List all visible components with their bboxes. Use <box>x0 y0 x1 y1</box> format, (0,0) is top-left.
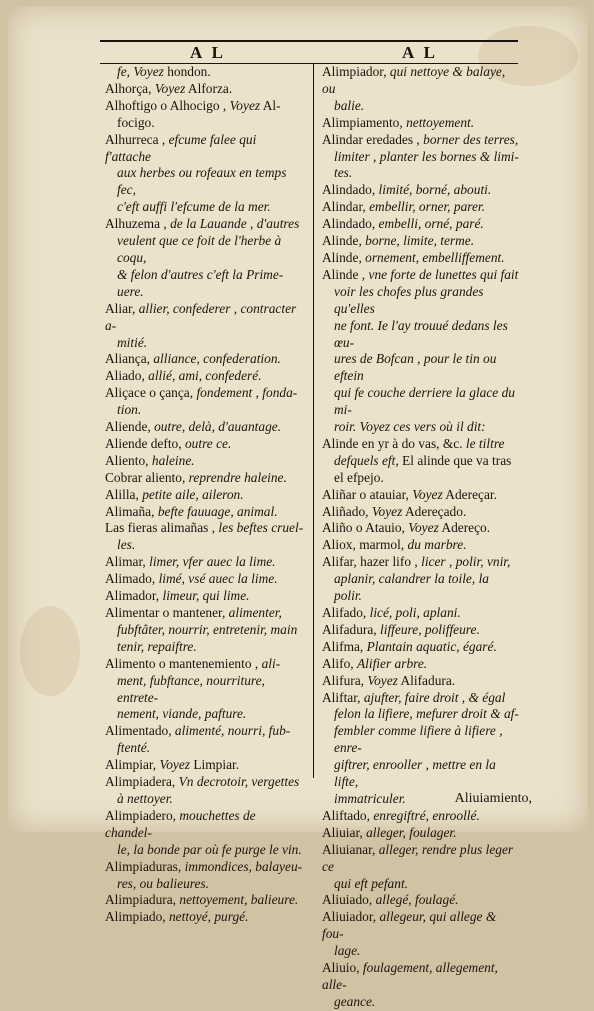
headword: Aliox, marmol, <box>322 537 408 553</box>
entry-line <box>105 81 305 98</box>
headword: Aliuianar, <box>322 841 379 857</box>
entry-line <box>322 98 520 115</box>
headword: Alifo, <box>322 655 357 671</box>
column-divider <box>313 63 314 778</box>
entry-line <box>322 690 520 707</box>
translation: les. <box>117 537 136 553</box>
translation: ftenté. <box>117 740 151 756</box>
headword: Alimpiadero, <box>105 807 180 823</box>
translation: Vn decrotoir, vergettes <box>178 774 300 790</box>
entry-line <box>105 605 305 622</box>
entry-line <box>105 115 305 132</box>
translation: allier, confederer , contracter a- <box>105 300 297 333</box>
entry-line <box>105 859 305 876</box>
headword: Alhuzema , <box>105 216 171 232</box>
headword: Alindado, <box>322 182 379 198</box>
translation: Voyez <box>408 520 439 536</box>
translation: nettoyement. <box>406 114 475 130</box>
headword: Alimado, <box>105 571 159 587</box>
entry-line <box>322 504 520 521</box>
translation: le, la bonde par où fe purge le vin. <box>117 841 302 857</box>
entry-line <box>322 909 520 943</box>
entry-line <box>105 808 305 842</box>
entry-line <box>322 520 520 537</box>
headword: Aliende, <box>105 419 155 435</box>
translation: fubftâter, nourrir, entretenir, main <box>117 621 298 637</box>
entry-line <box>322 723 520 757</box>
headword: Alimpiado, <box>105 909 169 925</box>
translation: mitié. <box>117 334 148 350</box>
translation: efcume falee qui f'attache <box>105 131 257 164</box>
headword: el efpejo. <box>334 469 384 485</box>
translation: embellir, orner, parer. <box>369 199 486 215</box>
headword: Alhoftigo o Alhocigo , <box>105 97 230 113</box>
translation: defquels eft, <box>334 452 399 468</box>
entry-line <box>105 842 305 859</box>
cross-reference: El alinde que va tras <box>398 452 512 468</box>
headword: Las fieras alimañas , <box>105 520 219 536</box>
headword: Alimentado, <box>105 723 175 739</box>
headword: focigo. <box>117 114 155 130</box>
entry-line <box>105 639 305 656</box>
translation: ures de Bofcan , pour le tin ou eftein <box>334 351 497 384</box>
translation: tion. <box>117 402 142 418</box>
translation: tenir, repaiftre. <box>117 638 197 654</box>
entry-line <box>322 842 520 876</box>
entry-line <box>105 588 305 605</box>
translation: res, ou balieures. <box>117 875 209 891</box>
translation: embelli, orné, paré. <box>378 216 484 232</box>
translation: petite aile, aileron. <box>142 486 244 502</box>
translation: limiter , planter les bornes & limi- <box>334 148 519 164</box>
headword: Aliar, <box>105 300 139 316</box>
translation: licé, poli, aplani. <box>369 605 461 620</box>
headword: Aliñar o atauiar, <box>322 486 413 502</box>
translation: allié, ami, confederé. <box>148 368 262 384</box>
entry-line <box>105 656 305 673</box>
headword: Aliuiado, <box>322 892 376 908</box>
entry-line <box>105 64 305 81</box>
translation: alleger, foulager. <box>366 824 457 840</box>
translation: mouchettes de chandel- <box>105 807 256 840</box>
translation: nettoyement, balieure. <box>179 892 299 908</box>
entry-line <box>322 892 520 909</box>
translation: alimenter, <box>228 605 282 620</box>
cross-reference: Al- <box>260 97 281 113</box>
translation: foulagement, allegement, alle- <box>322 960 498 992</box>
headword: Alimaña, <box>105 503 158 519</box>
entry-line <box>105 487 305 504</box>
headword: Alindar, <box>322 199 370 215</box>
headword: Aliftado, <box>322 807 374 823</box>
entry-line <box>322 132 520 149</box>
entry-line <box>322 943 520 960</box>
headword: Aliuio, <box>322 960 363 976</box>
entry-line <box>105 419 305 436</box>
translation: ment, fubftance, nourriture, entrete- <box>117 672 265 705</box>
entry-line <box>322 115 520 132</box>
entry-line <box>105 791 305 808</box>
translation: tes. <box>334 165 353 181</box>
headword: Alimpiamento, <box>322 114 407 130</box>
translation: ne font. Ie l'ay trouué dedans les œu- <box>334 317 508 350</box>
entry-line <box>105 216 305 233</box>
translation: qui eft pefant. <box>334 875 409 891</box>
translation: enregiftré, enroollé. <box>373 807 480 823</box>
entry-line <box>322 453 520 470</box>
headword: Alimpiar, <box>105 757 160 773</box>
translation: limité, borné, abouti. <box>378 182 492 198</box>
right-column <box>322 64 520 1011</box>
entry-line <box>105 537 305 554</box>
entry-line <box>105 199 305 216</box>
headword: Alimpiaduras, <box>105 858 185 874</box>
translation: giftrer, enrooller , mettre en la lifte, <box>334 757 496 790</box>
entry-line <box>322 808 520 825</box>
translation: allegé, foulagé. <box>375 892 459 908</box>
translation: alimenté, nourri, fub- <box>174 723 291 739</box>
entry-line <box>322 216 520 233</box>
cross-reference: Adereço. <box>438 520 491 536</box>
entry-line <box>322 351 520 385</box>
translation: borner des terres, <box>423 131 519 147</box>
headword: Alinde en yr à do vas, &c. <box>322 435 466 451</box>
entry-line <box>322 250 520 267</box>
translation: lage. <box>334 943 361 959</box>
translation: ornement, embelliffement. <box>365 249 505 265</box>
entry-line <box>105 165 305 199</box>
entry-line <box>322 757 520 791</box>
headword: Aliento, <box>105 452 152 468</box>
entry-line <box>322 284 520 318</box>
entry-line <box>322 470 520 487</box>
translation: voir les chofes plus grandes qu'elles <box>334 283 484 316</box>
entry-line <box>105 740 305 757</box>
headword: Alifura, <box>322 672 368 688</box>
translation: alliance, confederation. <box>153 351 281 367</box>
cross-reference: Limpiar. <box>190 757 240 773</box>
entry-line <box>322 436 520 453</box>
entry-line <box>322 64 520 98</box>
entry-line <box>322 876 520 893</box>
translation: veulent que ce foit de l'herbe à coqu, <box>117 233 282 265</box>
entry-line <box>322 994 520 1011</box>
translation: outre ce. <box>184 435 232 451</box>
cross-reference: Adereçar. <box>442 486 497 502</box>
translation: outre, delà, d'auantage. <box>154 419 282 435</box>
headword: Alilla, <box>105 486 143 502</box>
translation: liffeure, poliffeure. <box>380 621 480 637</box>
headword: Aliñado, <box>322 503 372 519</box>
entry-line <box>105 368 305 385</box>
entry-line <box>105 98 305 115</box>
translation: du marbre. <box>407 537 467 553</box>
translation: c'eft auffi l'efcume de la mer. <box>117 199 271 215</box>
entry-line <box>322 385 520 419</box>
entry-line <box>322 182 520 199</box>
headword: Alifadura, <box>322 621 381 637</box>
entry-line <box>322 706 520 723</box>
translation: allegeur, qui allege & fou- <box>322 909 497 942</box>
headword: Alhurreca , <box>105 131 169 147</box>
entry-line <box>105 351 305 368</box>
translation: Plantain aquatic, égaré. <box>366 638 497 654</box>
entry-line <box>105 233 305 267</box>
headword: Alimento o mantenemiento , <box>105 655 262 671</box>
running-header-right: A L <box>402 43 438 62</box>
headword: Cobrar aliento, <box>105 469 189 485</box>
translation: befte fauuage, animal. <box>157 503 278 519</box>
entry-line <box>322 537 520 554</box>
headword: Alinde, <box>322 233 366 249</box>
headword: Aliuiador, <box>322 909 380 925</box>
translation: immatriculer. <box>334 790 406 806</box>
headword: Aliança, <box>105 351 154 367</box>
cross-reference: hondon. <box>163 64 211 79</box>
entry-line <box>322 419 520 436</box>
catchword: Aliuiamiento, <box>454 791 532 806</box>
translation: Voyez <box>159 757 191 773</box>
cross-reference: Alifadura. <box>397 672 456 688</box>
translation: licer , polir, vnir, <box>421 554 511 570</box>
translation: nement, viande, pafture. <box>117 706 247 722</box>
translation: vne forte de lunettes qui fait <box>368 266 519 282</box>
entry-line <box>105 757 305 774</box>
translation: aplanir, calandrer la toile, la polir. <box>334 571 489 604</box>
entry-line <box>105 520 305 537</box>
entry-line <box>105 504 305 521</box>
translation: nettoyé, purgé. <box>168 909 249 925</box>
headword: Alimar, <box>105 554 150 570</box>
entry-line <box>105 436 305 453</box>
headword: Alimentar o mantener, <box>105 605 229 620</box>
entry-line <box>322 639 520 656</box>
headword: Alinde, <box>322 249 366 265</box>
headword: Alhorça, <box>105 80 155 96</box>
entry-line <box>105 774 305 791</box>
translation: le tiltre <box>465 435 505 451</box>
translation: immondices, balayeu- <box>184 858 303 874</box>
entry-line <box>322 554 520 571</box>
translation: haleine. <box>151 452 195 468</box>
entry-line <box>105 453 305 470</box>
entry-line <box>105 571 305 588</box>
headword: Alimpiadura, <box>105 892 180 908</box>
entry-line <box>105 723 305 740</box>
entry-line <box>322 571 520 605</box>
translation: Voyez <box>412 486 443 502</box>
translation: Alifier arbre. <box>356 655 428 671</box>
translation: fe, Voyez <box>117 64 164 79</box>
running-header-left: A L <box>190 43 226 62</box>
translation: à nettoyer. <box>117 790 173 806</box>
headword: Alimpiador, <box>322 64 390 79</box>
headword: Aliuiar, <box>322 824 367 840</box>
entry-line <box>105 909 305 926</box>
headword: Alimador, <box>105 588 163 604</box>
headword: Aliçace o çança, <box>105 385 197 401</box>
paper-stain <box>20 606 80 696</box>
entry-line <box>322 622 520 639</box>
entry-line <box>105 554 305 571</box>
entry-line <box>105 673 305 707</box>
entry-line <box>322 149 520 166</box>
translation: aux herbes ou rofeaux en temps fec, <box>117 165 287 198</box>
translation: limé, vsé auec la lime. <box>158 571 278 587</box>
translation: Voyez <box>371 503 403 519</box>
translation: alleger, rendre plus leger ce <box>322 841 514 874</box>
translation: les beftes cruel- <box>218 520 304 536</box>
entry-line <box>105 267 305 284</box>
translation: uere. <box>117 283 144 299</box>
headword: Alimpiadera, <box>105 774 179 790</box>
entry-line <box>322 960 520 994</box>
headword: Alindado, <box>322 216 379 232</box>
translation: qui fe couche derriere la glace du mi- <box>334 385 515 418</box>
headword: Alifado, <box>322 605 370 620</box>
entry-line <box>322 233 520 250</box>
translation: reprendre haleine. <box>188 469 287 485</box>
left-column <box>105 64 305 926</box>
translation: fondement , fonda- <box>196 385 298 401</box>
translation: Voyez <box>229 97 261 113</box>
entry-line <box>322 656 520 673</box>
translation: limeur, qui lime. <box>162 588 250 604</box>
translation: balie. <box>334 97 365 113</box>
headword: Alifma, <box>322 638 367 654</box>
entry-line <box>322 605 520 622</box>
entry-line <box>105 385 305 402</box>
headword: Alifar, hazer lifo , <box>322 554 422 570</box>
entry-line <box>322 318 520 352</box>
translation: & felon d'autres c'eft la Prime- <box>117 266 284 282</box>
entry-line <box>105 284 305 301</box>
translation: felon la lifiere, mefurer droit & af- <box>334 706 519 722</box>
headword: Aliño o Atauio, <box>322 520 409 536</box>
entry-line <box>105 402 305 419</box>
entry-line <box>105 892 305 909</box>
entry-line <box>322 165 520 182</box>
translation: geance. <box>334 993 376 1009</box>
entry-line <box>322 825 520 842</box>
entry-line <box>105 132 305 166</box>
headword: Aliftar, <box>322 689 364 705</box>
entry-line <box>105 706 305 723</box>
entry-line <box>105 470 305 487</box>
entry-line <box>322 267 520 284</box>
cross-reference: Adereçado. <box>402 503 467 519</box>
entry-line <box>105 876 305 893</box>
translation: limer, vfer auec la lime. <box>149 554 276 570</box>
translation: roir. Voyez ces vers où il dit: <box>334 419 486 435</box>
translation: borne, limite, terme. <box>365 233 475 249</box>
headword: Alindar eredades , <box>322 131 424 147</box>
entry-line <box>105 622 305 639</box>
entry-line <box>105 335 305 352</box>
translation: Voyez <box>367 672 398 688</box>
headword: Alinde , <box>322 266 369 282</box>
translation: qui nettoye & balaye, ou <box>322 64 506 96</box>
translation: Voyez <box>154 80 186 96</box>
translation: de la Lauande , d'autres <box>170 216 300 232</box>
entry-line <box>322 487 520 504</box>
top-rule <box>100 40 518 42</box>
translation: ajufter, faire droit , & égal <box>363 689 506 705</box>
entry-line <box>105 301 305 335</box>
entry-line <box>322 199 520 216</box>
translation: fembler comme lifiere à lifiere , enre- <box>334 723 503 756</box>
cross-reference: Alforza. <box>185 80 233 96</box>
entry-line <box>322 673 520 690</box>
headword: Aliende defto, <box>105 435 185 451</box>
translation: ali- <box>261 655 281 671</box>
headword: Aliado, <box>105 368 149 384</box>
